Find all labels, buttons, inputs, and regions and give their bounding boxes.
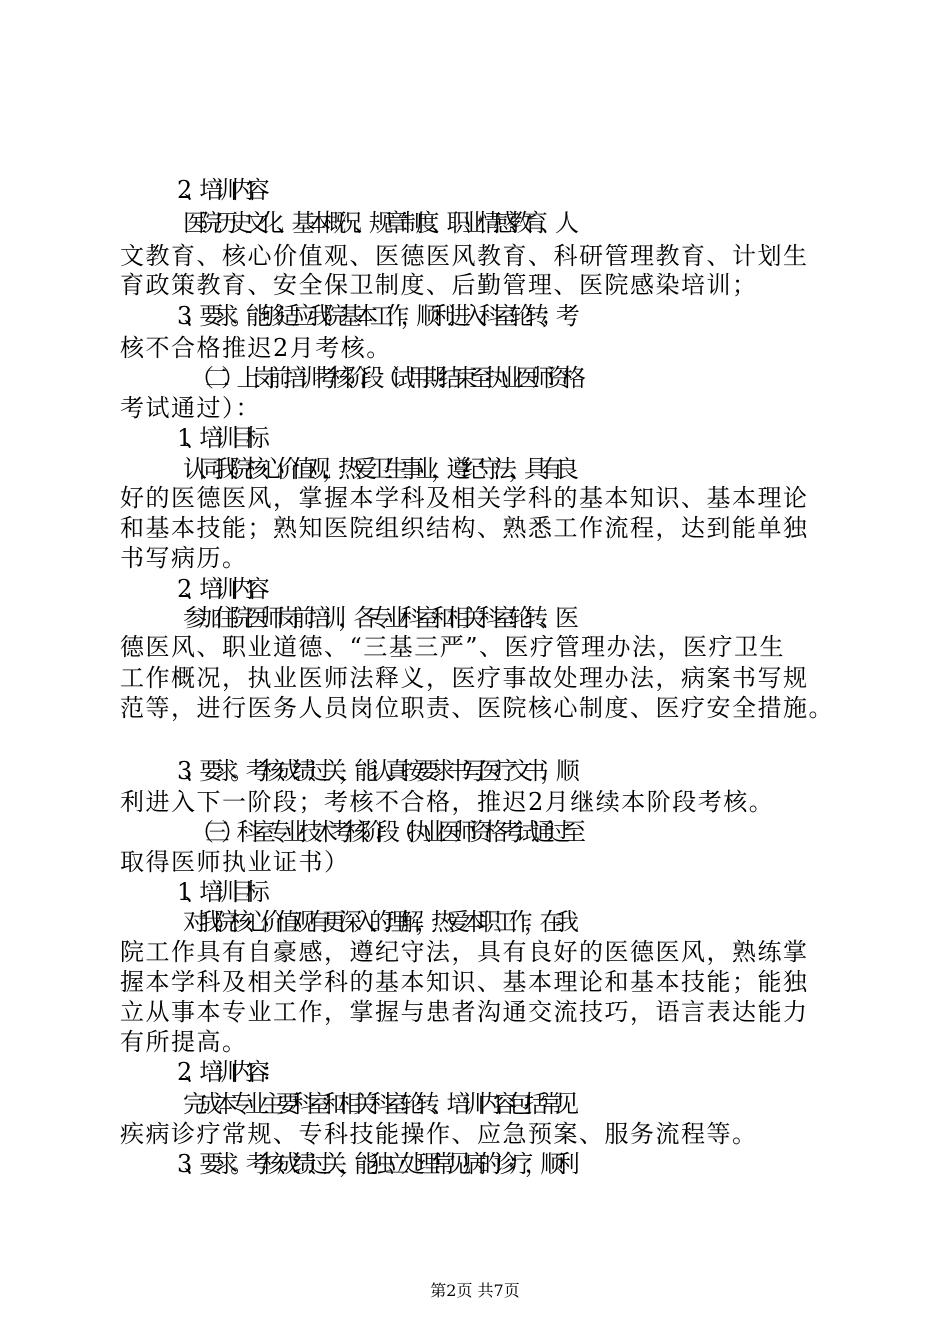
text-line: 完成本专业主要科室和相关科室轮转、培训内容包括常见 (183, 1090, 571, 1118)
text-line: 参加住院医师岗前培训，各专业科室和相关科室轮转、医 (183, 604, 571, 632)
text-line: 育政策教育、安全保卫制度、后勤管理、医院感染培训； (120, 271, 758, 299)
text-line: 核不合格推迟2月考核。 (120, 334, 392, 362)
text-line: 3、要求。考核成绩过关，能认真按要求书写医疗文书，顺 (177, 757, 572, 785)
text-line: 取得医师执业证书） (120, 848, 350, 876)
text-line: 1、培训目标 (177, 878, 262, 906)
text-line: 利进入下一阶段；考核不合格，推迟2月继续本阶段考核。 (120, 788, 775, 816)
text-line: 1、培训目标 (177, 424, 262, 452)
text-line: 2、培训内容 (177, 575, 262, 603)
text-line: 3、要求。考核成绩过关，能独立处理常见病的诊疗，顺利 (177, 1150, 572, 1178)
text-line: 疾病诊疗常规、专科技能操作、应急预案、服务流程等。 (120, 1120, 758, 1148)
text-line: 德医风、职业道德、“三基三严”、医疗管理办法，医疗卫生 (120, 633, 786, 661)
text-line: 3、要求。能够适应我院基本工作，顺利进入科室轮转；考 (177, 302, 572, 330)
text-line: （二）上岗前培训考核阶段（试用期结束至执业医师资格 (190, 364, 578, 392)
text-line: 对我院核心价值观有更深入的理解，热爱本职工作，在我 (183, 908, 571, 936)
text-line: 文教育、核心价值观、医德医风教育、科研管理教育、计划生 (120, 242, 809, 270)
text-line: （三）科室专业技术考核阶段（执业医师资格考试通过至 (190, 818, 578, 846)
text-line: 握本学科及相关学科的基本知识、基本理论和基本技能；能独 (120, 968, 809, 996)
text-line: 好的医德医风，掌握本学科及相关学科的基本知识、基本理论 (120, 484, 809, 512)
page-number: 第2页 共7页 (430, 1281, 520, 1300)
text-line: 2、培训内容： (177, 1058, 277, 1086)
text-line: 和基本技能；熟知医院组织结构、熟悉工作流程，达到能单独 (120, 514, 809, 542)
text-line: 医院历史文化、基本概况、规章制度、职业情感教育、人 (183, 209, 571, 237)
text-line: 工作概况，执业医师法释义，医疗事故处理办法，病案书写规 (120, 664, 809, 692)
text-line: 2、培训内容 (177, 176, 262, 204)
text-line: 院工作具有自豪感，遵纪守法，具有良好的医德医风，熟练掌 (120, 938, 809, 966)
text-line: 有所提高。 (120, 1028, 248, 1056)
text-line: 认同我院核心价值观，热爱卫生事业，遵纪守法，具有良 (183, 455, 571, 483)
text-line: 范等，进行医务人员岗位职责、医院核心制度、医疗安全措施。 (120, 694, 834, 722)
text-line: 书写病历。 (120, 544, 248, 572)
text-line: 考试通过）： (120, 394, 261, 422)
text-line: 立从事本专业工作，掌握与患者沟通交流技巧，语言表达能力 (120, 998, 809, 1026)
